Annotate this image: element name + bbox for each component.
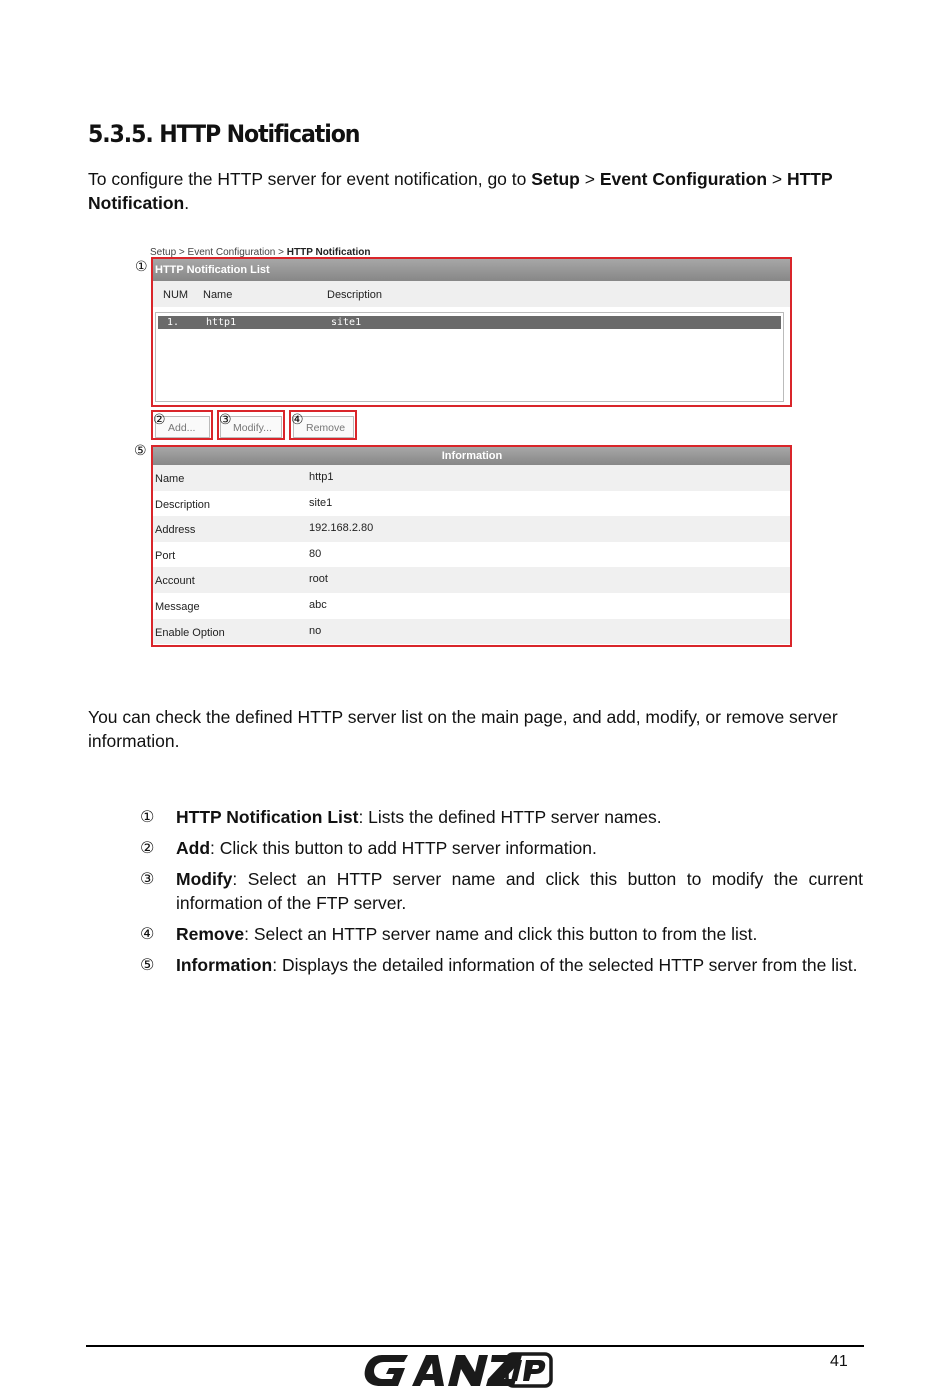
highlight-information-panel <box>151 445 792 647</box>
column-description: Description <box>327 289 383 301</box>
callout-1: ① <box>135 259 148 275</box>
info-row: Description site1 <box>155 496 333 511</box>
summary-paragraph: You can check the defined HTTP server list on the main page, and add, modify, or remove server information. <box>88 707 838 751</box>
info-row: Address 192.168.2.80 <box>153 516 791 542</box>
list-item: ③ Modify: Select an HTTP server name and click this button to modify the current information of the FTP server. <box>140 869 863 913</box>
info-panel-title: Information <box>153 447 791 465</box>
page-number: 41 <box>830 1353 848 1370</box>
breadcrumb: Setup > Event Configuration > HTTP Notification <box>150 247 371 258</box>
setup-menu-ref: Setup <box>531 169 580 189</box>
list-panel-title: HTTP Notification List <box>153 259 791 281</box>
list-row-selected[interactable]: 1. http1 site1 <box>158 316 781 329</box>
column-num: NUM <box>163 289 189 301</box>
info-row: Name http1 <box>153 465 791 491</box>
section-heading: 5.3.5. HTTP Notification <box>88 120 360 148</box>
callout-2: ② <box>153 412 166 428</box>
http-notification-menu-ref: HTTP Notification <box>88 169 833 213</box>
screenshot-figure <box>130 244 795 652</box>
add-button[interactable]: Add... <box>155 416 210 438</box>
highlight-list-panel <box>151 257 792 407</box>
info-row: Port 80 <box>155 547 322 562</box>
event-config-menu-ref: Event Configuration <box>599 169 768 189</box>
callout-3: ③ <box>219 412 232 428</box>
callout-5: ⑤ <box>134 443 147 459</box>
list-item: ④ Remove: Select an HTTP server name and click this button to from the list. <box>140 924 758 944</box>
list-item: ① HTTP Notification List: Lists the defined HTTP server names. <box>140 807 662 827</box>
info-row: Enable Option no <box>153 619 791 645</box>
remove-button[interactable]: Remove <box>293 416 354 438</box>
footer-rule <box>86 1345 864 1347</box>
list-item: ⑤ Information: Displays the detailed information of the selected HTTP server from the list. <box>140 955 858 975</box>
info-row: Message abc <box>155 598 327 613</box>
modify-button[interactable]: Modify... <box>220 416 282 438</box>
column-name: Name <box>203 289 233 301</box>
intro-paragraph: To configure the HTTP server for event notification, go to Setup > Event Configuration > HTTP Notification. <box>88 169 833 213</box>
numbered-list <box>140 805 863 984</box>
ganz-ip-logo <box>360 1351 555 1389</box>
callout-4: ④ <box>291 412 304 428</box>
list-item: ② Add: Click this button to add HTTP server information. <box>140 838 597 858</box>
info-row: Account root <box>153 567 791 593</box>
